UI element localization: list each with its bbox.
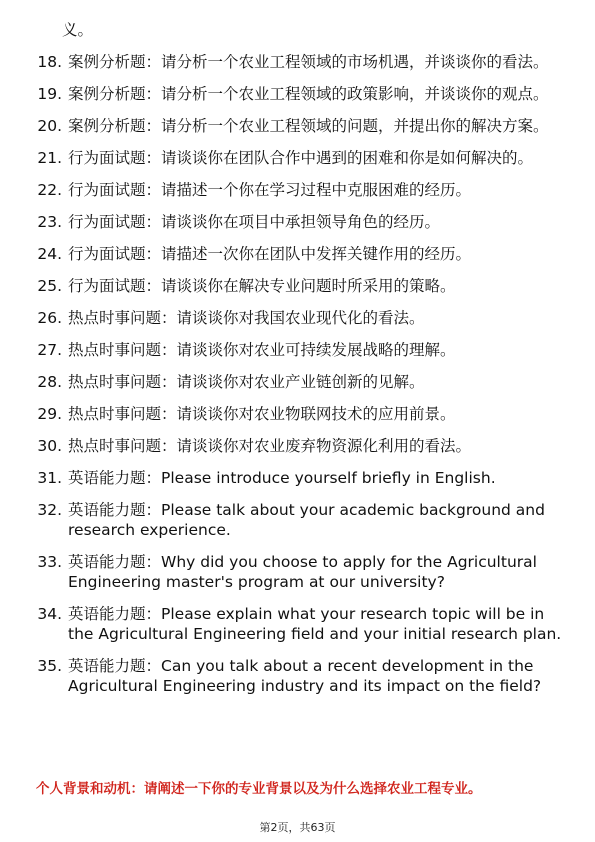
item-number: 24. xyxy=(37,245,62,263)
list-item xyxy=(26,212,566,232)
list-item xyxy=(26,340,566,360)
item-number: 33. xyxy=(37,553,62,571)
item-number: 19. xyxy=(37,85,62,103)
list-item xyxy=(26,52,566,72)
item-text: 行为面试题：请描述一次你在团队中发挥关键作用的经历。 xyxy=(68,245,472,263)
item-number: 18. xyxy=(37,53,62,71)
item-text: 热点时事问题：请谈谈你对我国农业现代化的看法。 xyxy=(68,309,425,327)
item-text: 英语能力题：Can you talk about a recent development in the Agricultural Engineering industry and its impact on the field? xyxy=(68,657,542,695)
list-item xyxy=(26,148,566,168)
item-number: 32. xyxy=(37,501,62,519)
item-text: 热点时事问题：请谈谈你对农业废弃物资源化利用的看法。 xyxy=(68,437,472,455)
list-item xyxy=(26,436,566,456)
item-number: 26. xyxy=(37,309,62,327)
item-number: 22. xyxy=(37,181,62,199)
list-item xyxy=(26,404,566,424)
item-number: 29. xyxy=(37,405,62,423)
list-item xyxy=(26,500,566,540)
item-number: 30. xyxy=(37,437,62,455)
item-number: 34. xyxy=(37,605,62,623)
item-text: 热点时事问题：请谈谈你对农业可持续发展战略的理解。 xyxy=(68,341,456,359)
list-item xyxy=(26,552,566,592)
item-number: 27. xyxy=(37,341,62,359)
list-item xyxy=(26,116,566,136)
list-item xyxy=(26,180,566,200)
item-text: 行为面试题：请谈谈你在解决专业问题时所采用的策略。 xyxy=(68,277,456,295)
item-number: 31. xyxy=(37,469,62,487)
carry-over-text: 义。 xyxy=(62,21,94,39)
list-item xyxy=(26,604,566,644)
highlighted-question: 个人背景和动机：请阐述一下你的专业背景以及为什么选择农业工程专业。 xyxy=(36,781,482,797)
item-text: 热点时事问题：请谈谈你对农业物联网技术的应用前景。 xyxy=(68,405,456,423)
item-text: 案例分析题：请分析一个农业工程领域的市场机遇，并谈谈你的看法。 xyxy=(68,53,549,71)
list-item xyxy=(26,308,566,328)
item-text: 案例分析题：请分析一个农业工程领域的政策影响，并谈谈你的观点。 xyxy=(68,85,549,103)
item-number: 25. xyxy=(37,277,62,295)
item-text: 案例分析题：请分析一个农业工程领域的问题，并提出你的解决方案。 xyxy=(68,117,549,135)
item-number: 23. xyxy=(37,213,62,231)
list-item xyxy=(26,276,566,296)
item-text: 行为面试题：请谈谈你在项目中承担领导角色的经历。 xyxy=(68,213,441,231)
list-item xyxy=(26,372,566,392)
list-item xyxy=(26,84,566,104)
item-number: 35. xyxy=(37,657,62,675)
item-number: 28. xyxy=(37,373,62,391)
item-text: 英语能力题：Please explain what your research topic will be in the Agricultural Engineering field and your initial research plan. xyxy=(68,605,562,643)
question-list xyxy=(26,52,566,708)
item-text: 热点时事问题：请谈谈你对农业产业链创新的见解。 xyxy=(68,373,425,391)
item-text: 行为面试题：请谈谈你在团队合作中遇到的困难和你是如何解决的。 xyxy=(68,149,534,167)
item-number: 21. xyxy=(37,149,62,167)
item-number: 20. xyxy=(37,117,62,135)
list-item xyxy=(26,244,566,264)
item-text: 英语能力题：Please introduce yourself briefly in English. xyxy=(68,469,496,487)
list-item xyxy=(26,656,566,696)
page-footer: 第2页，共63页 xyxy=(259,821,336,834)
item-text: 英语能力题：Why did you choose to apply for the Agricultural Engineering master's program at our university? xyxy=(68,553,537,591)
list-item xyxy=(26,468,566,488)
item-text: 英语能力题：Please talk about your academic background and research experience. xyxy=(68,501,545,539)
item-text: 行为面试题：请描述一个你在学习过程中克服困难的经历。 xyxy=(68,181,472,199)
